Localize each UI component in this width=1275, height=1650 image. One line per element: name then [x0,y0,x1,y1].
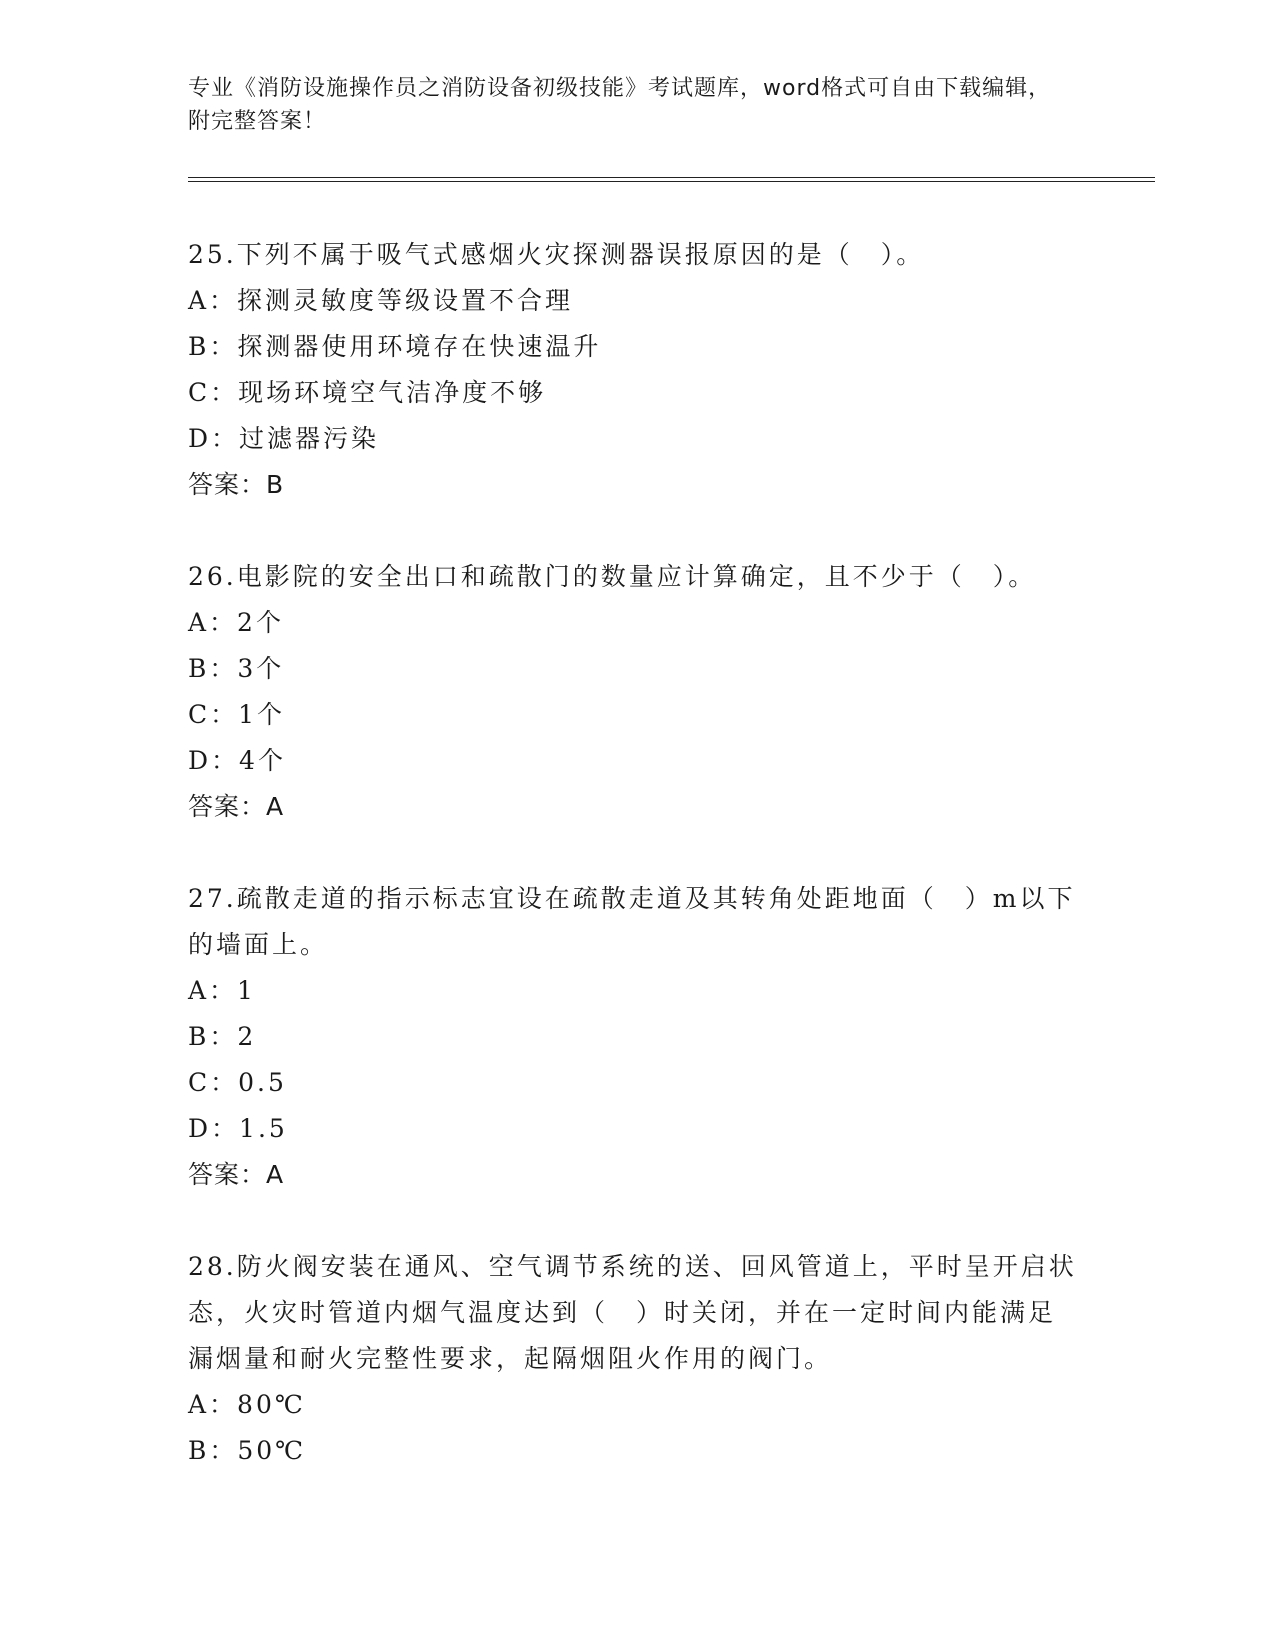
question-stem: 26.电影院的安全出口和疏散门的数量应计算确定，且不少于（ ）。 [188,562,1037,591]
option-c: C：0.5 [188,1068,287,1097]
option-a: A：2个 [188,608,284,637]
question-28 [188,1244,1078,1474]
option-d: D：1.5 [188,1114,288,1143]
question-list [188,232,1078,1520]
question-stem: 28.防火阀安装在通风、空气调节系统的送、回风管道上，平时呈开启状态，火灾时管道内烟气温度达到（ ）时关闭，并在一定时间内能满足漏烟量和耐火完整性要求，起隔烟阻火作用的阀门。 [188,1252,1077,1373]
option-c: C：1个 [188,700,286,729]
option-b: B：2 [188,1022,257,1051]
option-d: D：过滤器污染 [188,424,380,453]
question-stem: 27.疏散走道的指示标志宜设在疏散走道及其转角处距地面（ ）m以下的墙面上。 [188,884,1076,959]
answer: 答案：A [188,792,285,821]
option-d: D：4个 [188,746,286,775]
option-b: B：3个 [188,654,285,683]
option-a: A：1 [188,976,256,1005]
header-divider-bottom [188,181,1155,182]
answer: 答案：B [188,470,285,499]
option-a: A：探测灵敏度等级设置不合理 [188,286,574,315]
document-header: 专业《消防设施操作员之消防设备初级技能》考试题库，word格式可自由下载编辑，附完整答案！ [188,76,1052,134]
question-26 [188,554,1078,830]
option-c: C：现场环境空气洁净度不够 [188,378,547,407]
header-divider-top [188,177,1155,178]
option-b: B：探测器使用环境存在快速温升 [188,332,602,361]
option-a: A：80℃ [188,1390,306,1419]
answer: 答案：A [188,1160,285,1189]
question-stem: 25.下列不属于吸气式感烟火灾探测器误报原因的是（ ）。 [188,240,925,269]
question-27 [188,876,1078,1198]
option-b: B：50℃ [188,1436,307,1465]
question-25 [188,232,1078,508]
